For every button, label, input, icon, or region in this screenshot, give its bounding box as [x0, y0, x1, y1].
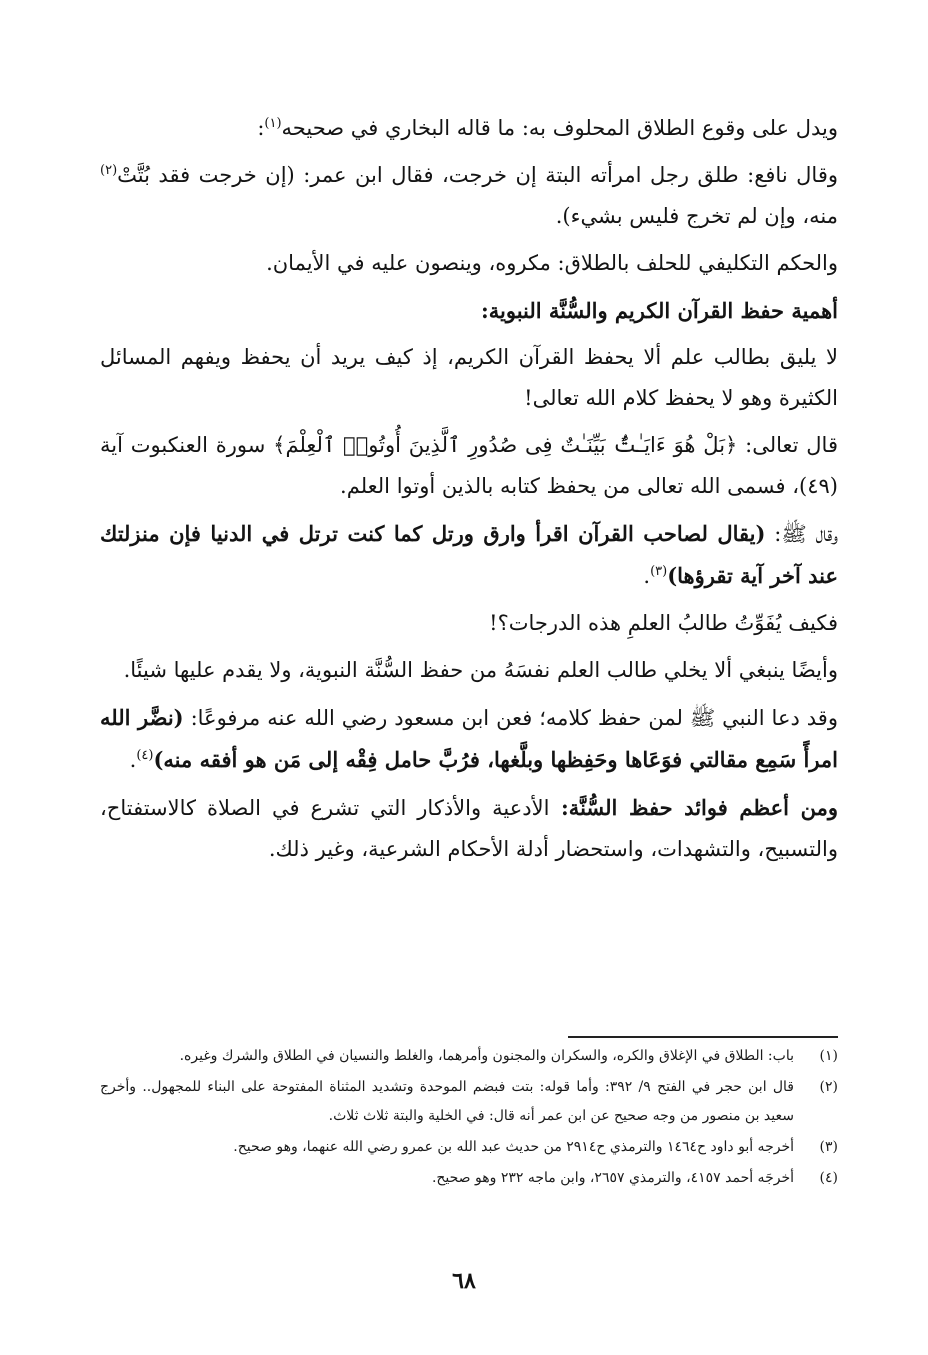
paragraph-hadith: [100, 513, 838, 597]
page-number: ٦٨: [452, 1268, 476, 1294]
paragraph-tail: منه، وإن لم تخرج فليس بشيء).: [555, 204, 838, 228]
paragraph-ruling: [100, 243, 838, 284]
footnote-ref-2: (٢): [100, 163, 118, 178]
footnote-item: [100, 1042, 838, 1071]
footnote-ref-4: (٤): [136, 748, 154, 763]
footnote-divider: [568, 1036, 838, 1038]
paragraph-text: الأدعية والأذكار التي تشرع في الصلاة كالاستفتاح، والتسبيح، والتشهدات، واستحضار أدلة الأحكام الشرعية، وغير ذلك.: [100, 796, 838, 861]
paragraph-quran-memorization: لا يليق بطالب علم ألا يحفظ القرآن الكريم، إذ كيف يريد أن يحفظ ويفهم المسائل الكثيرة وهو لا يحفظ كلام الله تعالى!: [100, 345, 838, 410]
benefits-lead: ومن أعظم فوائد حفظ السُّنَّة:: [549, 795, 838, 820]
paragraph-text: والحكم التكليفي للحلف بالطلاق: مكروه، وينصون عليه في الأيمان.: [266, 251, 838, 275]
paragraph-question: فكيف يُفَوِّتُ طالبُ العلمِ هذه الدرجات؟!: [489, 611, 838, 635]
page-body: [100, 108, 838, 876]
paragraph-nafi: [100, 155, 838, 237]
section-heading: أهمية حفظ القرآن الكريم والسُّنَّة النبوية:: [481, 298, 838, 323]
paragraph-tail: :: [257, 116, 265, 140]
footnote-item: [100, 1164, 838, 1193]
paragraph-text: ويدل على وقوع الطلاق المحلوف به: ما قاله البخاري في صحيحه: [281, 116, 838, 140]
paragraph-text: وقال نافع: طلق رجل امرأته البتة إن خرجت، فقال ابن عمر: (إن خرجت فقد بُتَّتْ: [117, 163, 838, 187]
hadith-quote: (نضَّر الله امرأً سَمِع مقالتي فوَعَاها وحَفِظها وبلَّغها، فرُبَّ حامل فِقْه إلى مَن هو أفقه منه): [100, 705, 838, 772]
footnote-text: أخرجه أبو داود ح١٤٦٤ والترمذي ح٢٩١٤ من حديث عبد الله بن عمرو رضي الله عنهما، وهو صحيح.: [233, 1139, 794, 1155]
footnote-text: قال ابن حجر في الفتح ٩/ ٣٩٢: وأما قوله: بتت فبضم الموحدة وتشديد المثناة المفتوحة على البناء للمجهول.. وأخرج سعيد بن منصور من وجه صحيح عن ابن عمر أنه قال: في الخلية والبتة ثلاث ثلاث.: [100, 1079, 794, 1124]
footnote-item: [100, 1073, 838, 1131]
paragraph-bukhari: [100, 108, 838, 149]
paragraph-text: وقال ﷺ:: [765, 522, 838, 546]
hadith-quote: (يقال لصاحب القرآن اقرأ وارق ورتل كما كنت ترتل في الدنيا فإن منزلتك عند آخر آية تقرؤها): [100, 521, 838, 588]
footnote-ref-1: (١): [264, 116, 282, 131]
footnote-number: (٢): [819, 1079, 838, 1095]
footnote-number: (٣): [819, 1139, 838, 1155]
footnote-list: [100, 1042, 838, 1195]
footnote-number: (١): [819, 1048, 838, 1064]
paragraph-sunnah: وأيضًا ينبغي ألا يخلي طالب العلم نفسَهُ من حفظ السُّنَّة النبوية، ولا يقدم عليها شيئًا.: [123, 658, 838, 682]
paragraph-benefits: [100, 787, 838, 870]
paragraph-dua: [100, 697, 838, 781]
footnote-ref-3: (٣): [650, 564, 668, 579]
footnote-text: باب: الطلاق في الإغلاق والكره، والسكران والمجنون وأمرهما، والغلط والنسيان في الطلاق والشرك وغيره.: [179, 1048, 794, 1064]
footnote-number: (٤): [819, 1170, 838, 1186]
footnote-text: أخرجَه أحمد ٤١٥٧، والترمذي ٢٦٥٧، وابن ماجه ٢٣٢ وهو صحيح.: [431, 1170, 794, 1186]
paragraph-text: وقد دعا النبي ﷺ لمن حفظ كلامه؛ فعن ابن مسعود رضي الله عنه مرفوعًا:: [183, 706, 838, 730]
paragraph-quran-verse: قال تعالى: ﴿بَلْ هُوَ ءَايَـٰتٌۢ بَيِّنَـٰتٌ فِى صُدُورِ ٱلَّذِينَ أُوتُوا۟ ٱلْعِلْمَ﴾ سورة العنكبوت آية (٤٩)، فسمى الله تعالى من يحفظ كتابه بالذين أوتوا العلم.: [100, 433, 838, 498]
footnote-item: [100, 1133, 838, 1162]
paragraph-tail: .: [643, 564, 651, 588]
paragraph-tail: .: [129, 748, 137, 772]
